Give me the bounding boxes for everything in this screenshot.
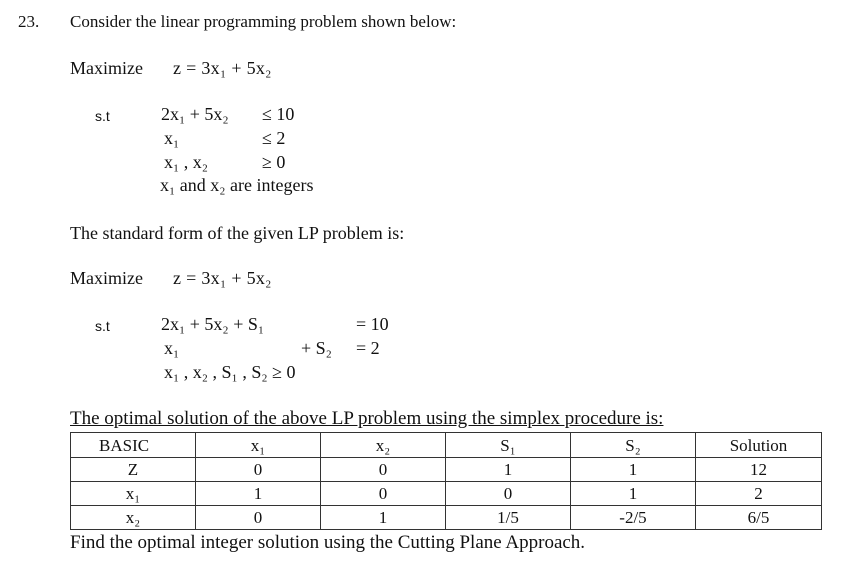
constraint-2-lhs: x₁ [164,128,180,148]
standard-objective-function: z = 3x₁ + 5x₂ [173,268,272,288]
header-s2: S₂ [571,433,696,458]
question-text: Consider the linear programming problem shown below: [70,12,457,31]
constraint-1-lhs: 2x₁ + 5x₂ [161,104,229,124]
cell: 0 [196,506,321,530]
simplex-header-row [71,433,822,458]
final-instruction: Find the optimal integer solution using the Cutting Plane Approach. [70,532,586,553]
constraint-2-rhs: ≤ 2 [262,128,286,148]
header-basic: BASIC [71,433,196,458]
integer-constraint: x₁ and x₂ are integers [160,175,314,195]
cell: 1 [321,506,446,530]
standard-nonnegativity: x₁ , x₂ , S₁ , S₂ ≥ 0 [164,362,296,382]
simplex-title: The optimal solution of the above LP problem using the simplex procedure is: [70,408,664,429]
cell: 0 [321,458,446,482]
st-label: s.t [95,108,110,124]
standard-line2-lhs: x₁ [164,338,180,358]
header-x1: x₁ [196,433,321,458]
cell: 1 [446,458,571,482]
standard-line1-rhs: = 10 [356,314,389,334]
standard-form-intro: The standard form of the given LP problem is: [70,223,405,243]
cell: 0 [446,482,571,506]
cell-basic: Z [71,458,196,482]
objective-function: z = 3x₁ + 5x₂ [173,58,272,78]
table-row [71,458,822,482]
cell-basic: x₂ [71,506,196,530]
table-row [71,482,822,506]
question-number: 23. [18,12,40,31]
header-x2: x₂ [321,433,446,458]
standard-line2-rhs: = 2 [356,338,380,358]
standard-maximize-label: Maximize [70,268,143,288]
cell-basic: x₁ [71,482,196,506]
header-solution: Solution [696,433,822,458]
maximize-label: Maximize [70,58,143,78]
cell: 1 [571,458,696,482]
constraint-3-rhs: ≥ 0 [262,152,286,172]
constraint-3-lhs: x₁ , x₂ [164,152,209,172]
cell: 1 [196,482,321,506]
cell: 2 [696,482,822,506]
table-row [71,506,822,530]
simplex-table [70,432,822,530]
cell: 0 [321,482,446,506]
constraint-1-rhs: ≤ 10 [262,104,295,124]
cell: 1/5 [446,506,571,530]
cell: 6/5 [696,506,822,530]
cell: 1 [571,482,696,506]
cell: 0 [196,458,321,482]
standard-line1-lhs: 2x₁ + 5x₂ + S₁ [161,314,265,334]
cell: -2/5 [571,506,696,530]
standard-line2-mid: + S₂ [301,338,332,358]
standard-st-label: s.t [95,318,110,334]
cell: 12 [696,458,822,482]
header-s1: S₁ [446,433,571,458]
